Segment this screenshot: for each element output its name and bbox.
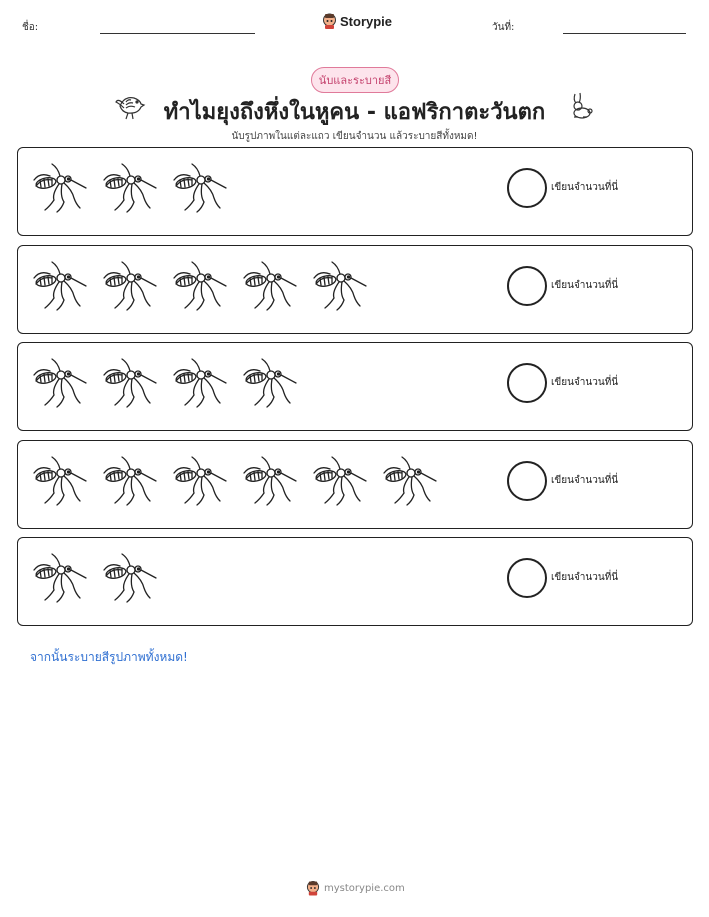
count-row [17, 342, 693, 431]
answer-circle[interactable] [507, 168, 547, 208]
mosquito-icon [310, 258, 368, 312]
mosquito-icon [240, 453, 298, 507]
answer-circle[interactable] [507, 461, 547, 501]
mosquito-icon [100, 550, 158, 604]
mosquito-group [30, 355, 298, 409]
storypie-mascot-icon [322, 13, 337, 29]
mosquito-icon [100, 355, 158, 409]
write-number-prompt: เขียนจำนวนที่นี่ [551, 377, 619, 388]
mosquito-group [30, 258, 368, 312]
answer-circle[interactable] [507, 363, 547, 403]
write-number-prompt: เขียนจำนวนที่นี่ [551, 280, 619, 291]
mosquito-icon [30, 453, 88, 507]
storypie-logo [322, 13, 392, 29]
storypie-mascot-icon [306, 880, 320, 896]
category-tag: นับและระบายสี [311, 67, 399, 93]
count-row [17, 147, 693, 236]
mosquito-group [30, 160, 228, 214]
count-row [17, 245, 693, 334]
mosquito-icon [30, 160, 88, 214]
mosquito-icon [170, 258, 228, 312]
write-number-prompt: เขียนจำนวนที่นี่ [551, 182, 619, 193]
mosquito-group [30, 453, 438, 507]
mosquito-icon [240, 355, 298, 409]
date-label: วันที่: [492, 22, 515, 33]
name-label: ชื่อ: [22, 22, 39, 33]
mosquito-icon [100, 258, 158, 312]
mosquito-icon [30, 550, 88, 604]
count-row [17, 537, 693, 626]
answer-circle[interactable] [507, 266, 547, 306]
mosquito-icon [100, 453, 158, 507]
name-line[interactable] [100, 33, 255, 34]
mosquito-icon [170, 160, 228, 214]
answer-circle[interactable] [507, 558, 547, 598]
logo-text: Storypie [340, 13, 393, 29]
count-row [17, 440, 693, 529]
mosquito-icon [170, 355, 228, 409]
mosquito-icon [380, 453, 438, 507]
color-instruction: จากนั้นระบายสีรูปภาพทั้งหมด! [30, 650, 188, 664]
mosquito-icon [240, 258, 298, 312]
worksheet-instructions: นับรูปภาพในแต่ละแถว เขียนจำนวน แล้วระบายสีทั้งหมด! [231, 131, 478, 142]
mosquito-icon [30, 355, 88, 409]
date-line[interactable] [563, 33, 686, 34]
mosquito-icon [170, 453, 228, 507]
mosquito-group [30, 550, 158, 604]
mosquito-icon [310, 453, 368, 507]
mosquito-icon [100, 160, 158, 214]
write-number-prompt: เขียนจำนวนที่นี่ [551, 475, 619, 486]
worksheet-title: ทำไมยุงถึงหึ่งในหูคน - แอฟริกาตะวันตก [163, 100, 546, 125]
rabbit-icon [563, 90, 595, 122]
write-number-prompt: เขียนจำนวนที่นี่ [551, 572, 619, 583]
mosquito-icon [30, 258, 88, 312]
footer-brand [306, 880, 405, 896]
footer-site: mystorypie.com [324, 882, 405, 894]
